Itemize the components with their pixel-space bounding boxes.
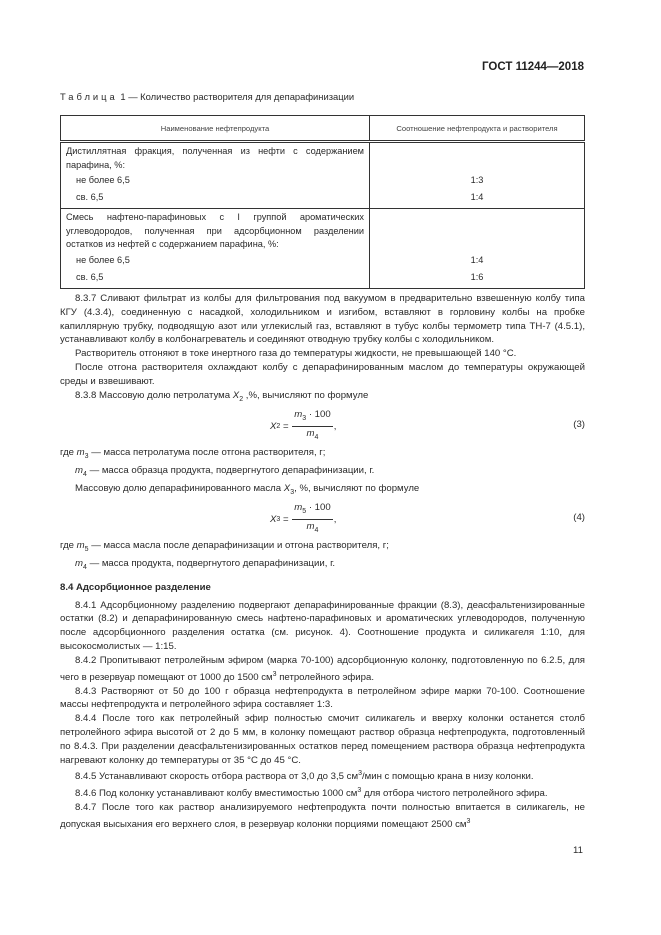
symbol: m <box>75 558 83 570</box>
fraction <box>292 408 332 444</box>
paragraph-8-4-2 <box>60 654 585 685</box>
caption-text: 1 — Количество растворителя для депарафинизации <box>120 91 355 102</box>
symbol: m <box>306 427 315 439</box>
text: где <box>60 447 77 459</box>
solvent-table <box>60 115 585 289</box>
text: — масса петролатума после отгона растворителя, г; <box>88 447 326 459</box>
superscript: 3 <box>466 818 471 826</box>
group-title: Смесь нафтено-парафиновых с I группой ароматических углеводородов, полученная при адсорбционном разделении остатков из нефтей с содержанием парафина, %: <box>61 209 370 252</box>
fraction <box>292 501 332 537</box>
row-ratio: 1:4 <box>370 252 585 269</box>
subscript: 3 <box>276 515 281 523</box>
caption-label: Таблица <box>60 91 118 102</box>
paragraph-8-4-5 <box>60 767 585 784</box>
text: 8.4.5 Устанавливают скорость отбора раствора от 3,0 до 3,5 см <box>75 771 359 783</box>
where-line <box>60 464 585 482</box>
symbol: m <box>306 521 315 533</box>
text: — масса продукта, подвергнутого депарафинизации, г. <box>86 558 336 570</box>
subscript: 3 <box>84 453 89 461</box>
paragraph: После отгона растворителя охлаждают колбу с депарафинированным маслом до температуры окружающей среды и взвешивают. <box>60 361 585 387</box>
formula-4: X 3 = $\frac{m_5 \cdot 100}{m_4}$ , (4) <box>60 499 585 539</box>
paragraph-8-4-7 <box>60 801 585 832</box>
empty-cell <box>370 209 585 252</box>
row-name: св. 6,5 <box>61 189 370 209</box>
text: 8.3.8 Массовую долю петролатума <box>75 389 231 401</box>
text: 8.4.7 После того как раствор анализируемого нефтепродукта почти полностью впитается в силикагель, не допуская высыхания его верхнего слоя, в резервуар колонки порциями помещают 2500 см <box>60 802 585 831</box>
text: ,%, вычисляют по формуле <box>245 389 369 401</box>
symbol: X <box>232 389 240 401</box>
superscript: 3 <box>357 787 362 795</box>
symbol: m <box>76 447 85 459</box>
where-line <box>60 446 585 464</box>
text: — масса образца продукта, подвергнутого депарафинизации, г. <box>86 464 375 476</box>
empty-cell <box>370 142 585 173</box>
text: 8.4.6 Под колонку устанавливают колбу вместимостью 1000 см <box>75 788 358 800</box>
text: Массовую долю депарафинированного масла <box>75 482 282 494</box>
page-number: 11 <box>573 845 583 856</box>
symbol: m <box>294 502 303 514</box>
row-name: св. 6,5 <box>61 269 370 289</box>
paragraph-8-4-6 <box>60 784 585 801</box>
row-name: не более 6,5 <box>61 252 370 269</box>
row-ratio: 1:3 <box>370 172 585 189</box>
symbol: X <box>270 513 277 525</box>
paragraph-8-4-3: 8.4.3 Растворяют от 50 до 100 г образца нефтепродукта в петролейном эфире марки 70-100. Соотношение массы нефтепродукта и петролейного эфира составляет 1:3. <box>60 685 585 711</box>
symbol: m <box>75 464 83 476</box>
paragraph: Растворитель отгоняют в токе инертного газа до температуры жидкости, не превышающей 140 °С. <box>75 348 517 360</box>
paragraph-8-4-1: 8.4.1 Адсорбционному разделению подвергают депарафинированные фракции (8.3), деасфальтенизированные остатки (8.2) и депарафинированную смесь нафтено-парафиновых и ароматических углеводородов, полученную после адсорбционного разделения остатка (см. рисунок. 4). Соотношение продукта и силикагеля 1:10, для высокосмолистых — 1:15. <box>60 599 585 652</box>
table-caption <box>60 91 354 102</box>
paragraph-8-4-4: 8.4.4 После того как петролейный эфир полностью смочит силикагель и вверху колонки останется столб петролейного эфира высотой от 2 до 5 мм, в колонку помещают раствор образца нефтепродукта, подготовленный по 8.4.3. При разделении деасфальтенизированных остатков перед помещением раствора образца нефтепродукта нагревают колонку до температуры от 35 °С до 45 °С. <box>60 713 585 766</box>
section-heading: 8.4 Адсорбционное разделение <box>60 581 211 593</box>
symbol: X <box>283 482 291 494</box>
text: петролейного эфира. <box>276 671 374 683</box>
subscript: 2 <box>239 395 244 403</box>
body-text <box>60 292 585 832</box>
subscript: 4 <box>83 564 87 571</box>
text: где <box>60 540 77 552</box>
paragraph-8-3-7: 8.3.7 Сливают фильтрат из колбы для фильтрования под вакуумом в предварительно взвешенную колбу типа КГУ (4.3.4), соединенную с насадкой, холодильником и изгибом, вставляют в горловину колбы на пробке капиллярную трубку, подводящую азот или углекислый газ, вставляют в тубус колбы термометр типа ТН-7 (4.5.1), устанавливают колбу в колбонагреватель и соединяют отводную трубку колбы с холодильником. <box>60 293 585 346</box>
symbol: m <box>76 540 85 552</box>
text: для отбора чистого петролейного эфира. <box>361 788 548 800</box>
group-title: Дистиллятная фракция, полученная из нефти с содержанием парафина, %: <box>61 142 370 173</box>
subscript: 3 <box>290 488 295 496</box>
text: · 100 <box>306 409 331 421</box>
subscript: 4 <box>83 470 87 478</box>
superscript: 3 <box>358 770 362 778</box>
paragraph <box>60 482 585 500</box>
row-ratio: 1:6 <box>370 269 585 289</box>
where-line <box>60 557 585 575</box>
subscript: 5 <box>84 546 89 554</box>
formula-number: (3) <box>573 419 585 431</box>
subscript: 2 <box>276 422 281 430</box>
text: , %, вычисляют по формуле <box>294 482 420 494</box>
formula-number: (4) <box>573 512 585 524</box>
where-line <box>60 539 585 557</box>
symbol: X <box>270 420 277 432</box>
col-header-product: Наименование нефтепродукта <box>61 116 370 142</box>
formula-3: X 2 = $\frac{m_3 \cdot 100}{m_4}$ , (3) <box>60 406 585 446</box>
row-name: не более 6,5 <box>61 172 370 189</box>
document-header: ГОСТ 11244—2018 <box>482 61 584 73</box>
symbol: m <box>294 409 303 421</box>
text: · 100 <box>306 502 331 514</box>
paragraph-8-3-8 <box>60 389 585 407</box>
subscript: 3 <box>302 415 307 423</box>
row-ratio: 1:4 <box>370 189 585 209</box>
subscript: 4 <box>314 433 319 441</box>
col-header-ratio: Соотношение нефтепродукта и растворителя <box>370 116 585 142</box>
text: 8.4.2 Пропитывают петролейным эфиром (марка 70-100) адсорбционную колонку, подготовленную по 6.2.5, для чего в резервуар помещают от 1000 до 1500 см <box>60 654 585 683</box>
text: — масса масла после депарафинизации и отгона растворителя, г; <box>88 540 389 552</box>
subscript: 4 <box>314 527 319 534</box>
subscript: 5 <box>302 508 307 516</box>
superscript: 3 <box>272 670 277 678</box>
text: /мин с помощью крана в низу колонки. <box>361 771 534 783</box>
